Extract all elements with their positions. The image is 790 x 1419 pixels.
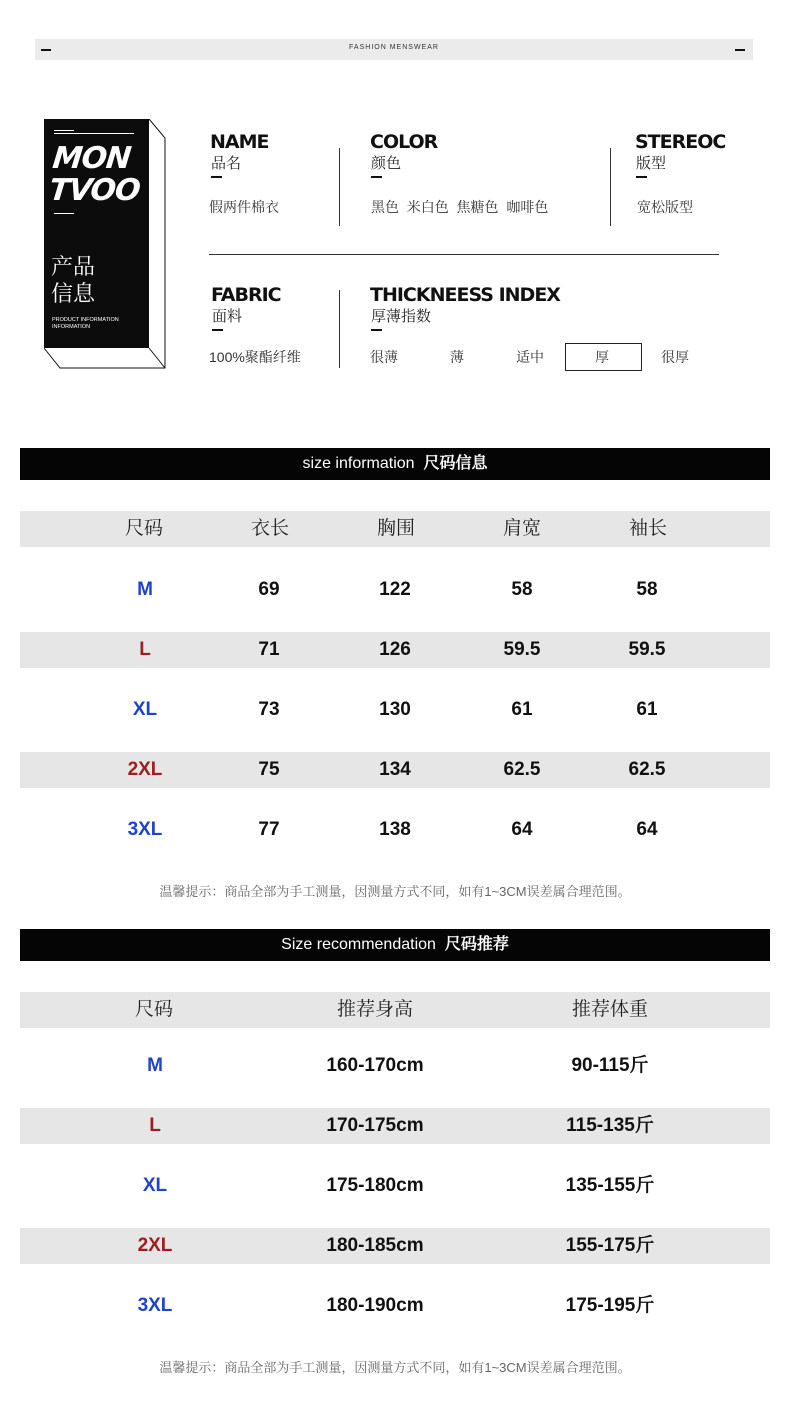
- table-cell: 90-115斤: [571, 1055, 649, 1076]
- table-row: [20, 1048, 770, 1084]
- name-label: 品名: [211, 155, 241, 173]
- size-recommendation-en: Size recommendation: [281, 936, 436, 953]
- size-label: M: [147, 1055, 163, 1076]
- fabric-heading: FABRIC: [211, 284, 281, 306]
- table-cell: 155-175斤: [565, 1235, 655, 1256]
- brand-deco-line: [54, 130, 74, 131]
- table-cell: 122: [379, 579, 411, 600]
- table-cell: 64: [511, 819, 533, 840]
- size-rec-header-row: [20, 992, 770, 1028]
- table-cell: 138: [379, 819, 411, 840]
- divider: [610, 148, 611, 226]
- table-cell: 61: [636, 699, 658, 720]
- size-label: 3XL: [127, 819, 163, 840]
- fabric-value: 100%聚酯纤维: [209, 349, 301, 365]
- dash-right: [735, 49, 745, 51]
- table-row: [20, 1228, 770, 1264]
- thickness-heading: THICKNEESS INDEX: [370, 284, 560, 306]
- table-cell: 64: [636, 819, 658, 840]
- table-cell: 180-185cm: [326, 1235, 424, 1256]
- table-cell: 134: [379, 759, 411, 780]
- table-row: [20, 752, 770, 788]
- table-row: [20, 692, 770, 728]
- table-cell: 77: [258, 819, 280, 840]
- header-cell: 推荐体重: [571, 999, 649, 1020]
- thickness-option-selected: 厚: [595, 349, 609, 365]
- size-label: XL: [132, 699, 158, 720]
- horizontal-divider: [209, 254, 719, 255]
- size-label: L: [139, 639, 151, 660]
- product-info-title: 产品 信息: [51, 255, 96, 307]
- color-label: 颜色: [371, 155, 401, 173]
- table-row: [20, 632, 770, 668]
- header-cell: 尺码: [134, 999, 174, 1020]
- name-value: 假两件棉衣: [209, 199, 279, 215]
- table-cell: 58: [511, 579, 533, 600]
- table-cell: 180-190cm: [326, 1295, 424, 1316]
- thickness-label: 厚薄指数: [371, 308, 431, 326]
- product-info-subtitle: PRODUCT INFORMATION INFORMATION: [52, 317, 119, 330]
- header-cell: 尺码: [124, 518, 164, 539]
- color-value: 黑色 米白色 焦糖色 咖啡色: [371, 199, 549, 215]
- measurement-note: 温馨提示：商品全部为手工测量，因测量方式不同，如有1~3CM误差属合理范围。: [159, 1360, 631, 1375]
- size-recommendation-cn: 尺码推荐: [444, 936, 509, 953]
- table-cell: 62.5: [628, 759, 666, 780]
- brand-deco-line: [54, 133, 134, 134]
- table-cell: 62.5: [503, 759, 541, 780]
- thickness-option: 很厚: [661, 349, 689, 365]
- size-information-en: size information: [302, 455, 415, 472]
- size-label: XL: [142, 1175, 168, 1196]
- stereo-heading: STEREOC: [635, 131, 726, 153]
- size-label: 2XL: [127, 759, 163, 780]
- table-cell: 61: [511, 699, 533, 720]
- thickness-option: 薄: [450, 349, 464, 365]
- table-row: [20, 812, 770, 848]
- measurement-note: 温馨提示：商品全部为手工测量，因测量方式不同，如有1~3CM误差属合理范围。: [159, 884, 631, 899]
- header-cell: 胸围: [376, 518, 416, 539]
- top-banner: [35, 39, 753, 60]
- table-cell: 73: [258, 699, 280, 720]
- stereo-value: 宽松版型: [637, 199, 693, 215]
- color-heading: COLOR: [370, 131, 438, 153]
- size-info-header-row: [20, 511, 770, 547]
- header-cell: 衣长: [250, 518, 290, 539]
- table-row: [20, 572, 770, 608]
- size-label: L: [149, 1115, 161, 1136]
- name-heading: NAME: [210, 131, 269, 153]
- size-label: 2XL: [137, 1235, 173, 1256]
- table-cell: 115-135斤: [566, 1115, 654, 1136]
- table-cell: 160-170cm: [326, 1055, 424, 1076]
- table-cell: 59.5: [628, 639, 666, 660]
- table-cell: 175-195斤: [565, 1295, 655, 1316]
- box-front: [44, 119, 149, 348]
- divider: [339, 148, 340, 226]
- size-information-cn: 尺码信息: [423, 455, 488, 472]
- table-row: [20, 1288, 770, 1324]
- table-cell: 59.5: [503, 639, 541, 660]
- header-cell: 袖长: [628, 518, 668, 539]
- fabric-label: 面料: [212, 308, 242, 326]
- banner-text: FASHION MENSWEAR: [349, 44, 439, 51]
- table-cell: 135-155斤: [565, 1175, 655, 1196]
- product-info-box: [44, 119, 166, 369]
- table-cell: 175-180cm: [326, 1175, 424, 1196]
- table-cell: 170-175cm: [326, 1115, 424, 1136]
- brand-logo: MON TVOO: [47, 141, 142, 208]
- size-label: M: [137, 579, 153, 600]
- stereo-label: 版型: [636, 155, 666, 173]
- size-information-bar: [20, 448, 770, 480]
- table-cell: 126: [379, 639, 411, 660]
- thickness-option: 很薄: [370, 349, 398, 365]
- thickness-option: 适中: [516, 349, 544, 365]
- divider: [339, 290, 340, 368]
- table-cell: 69: [258, 579, 280, 600]
- table-row: [20, 1108, 770, 1144]
- size-label: 3XL: [137, 1295, 173, 1316]
- table-row: [20, 1168, 770, 1204]
- table-cell: 58: [636, 579, 658, 600]
- header-cell: 推荐身高: [336, 999, 414, 1020]
- table-cell: 71: [258, 639, 280, 660]
- brand-deco-line: [54, 213, 74, 214]
- table-cell: 75: [258, 759, 280, 780]
- table-cell: 130: [379, 699, 411, 720]
- size-recommendation-bar: [20, 929, 770, 961]
- header-cell: 肩宽: [502, 518, 542, 539]
